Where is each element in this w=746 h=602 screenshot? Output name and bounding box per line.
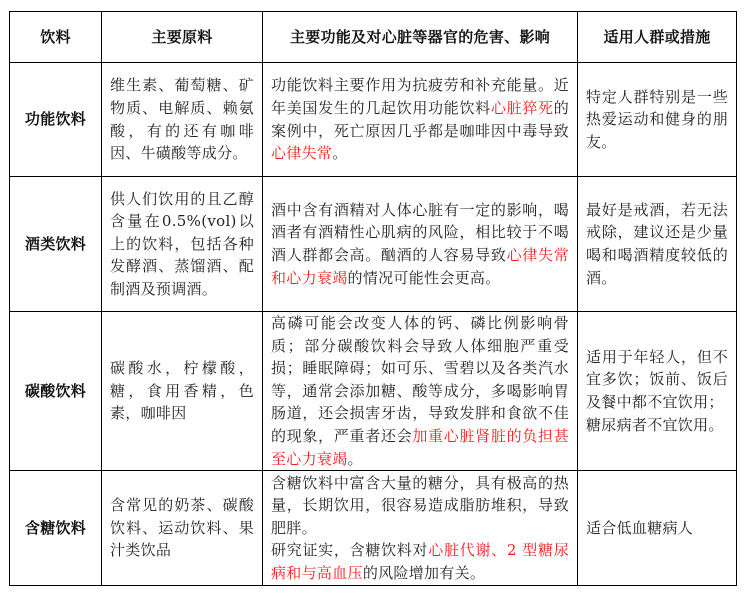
effects-text: 高磷可能会改变人体的钙、磷比例影响骨质；部分碳酸饮料会导致人体细胞严重受损；睡眠障碍；如可乐、雪碧以及各类汽水等，通常会添加糖、酸等成分，多喝影响胃肠道，还会损害牙齿，导致发胖和食欲不佳的现象，严重者还会	[271, 314, 569, 445]
highlight-text: 心脏猝死	[490, 98, 554, 117]
effects-text: 含糖饮料中富含大量的糖分，具有极高的热量，长期饮用，很容易造成脂肪堆积，导致肥胖。	[271, 473, 569, 537]
beverage-name: 酒类饮料	[10, 177, 102, 312]
effects-text: 研究证实，含糖饮料对	[271, 541, 429, 560]
beverage-name: 含糖饮料	[10, 471, 102, 586]
table-row-alcohol	[10, 177, 737, 312]
effects-cell	[263, 63, 578, 177]
beverage-comparison-table	[9, 11, 737, 586]
beverage-name: 功能饮料	[10, 63, 102, 177]
effects-paragraph	[271, 539, 569, 584]
highlight-text: 加重心脏肾脏的负担甚至心力衰竭	[271, 426, 569, 468]
ingredients-cell: 供人们饮用的且乙醇含量在0.5%(vol)以上的饮料，包括各种发酵酒、蒸馏酒、配制酒及预调酒。	[102, 177, 263, 312]
beverage-name: 碳酸饮料	[10, 312, 102, 471]
ingredients-cell: 含常见的奶茶、碳酸饮料、运动饮料、果汁类饮品	[102, 471, 263, 586]
suitable-cell: 最好是戒酒，若无法戒除，建议还是少量喝和喝酒精度较低的酒。	[578, 177, 737, 312]
effects-cell	[263, 471, 578, 586]
highlight-text: 心律失常和心力衰竭	[271, 246, 569, 287]
effects-text: 的案例中，死亡原因几乎都是咖啡因中毒导致	[271, 98, 570, 140]
effects-text: 功能饮料主要作用为抗疲劳和补充能量。近年美国发生的几起饮用功能饮料	[271, 76, 569, 117]
effects-text: 酒中含有酒精对人体心脏有一定的影响，喝酒者有酒精性心肌病的风险，相比较于不喝酒人群都会高。酗酒的人容易导致	[271, 200, 569, 264]
table-row-carbonated	[10, 312, 737, 471]
effects-text: 的风险增加有关。	[362, 564, 486, 583]
header-beverage: 饮料	[10, 12, 102, 63]
suitable-cell: 适合低血糖病人	[578, 471, 737, 586]
effects-cell	[263, 177, 578, 312]
effects-paragraph	[271, 472, 569, 540]
ingredients-cell: 维生素、葡萄糖、矿物质、电解质、赖氨酸，有的还有咖啡因、牛磺酸等成分。	[102, 63, 263, 177]
effects-text: 的情况可能性会更高。	[347, 268, 501, 287]
suitable-cell: 特定人群特别是一些热爱运动和健身的朋友。	[578, 63, 737, 177]
suitable-line: 适用于年轻人，但不宜多饮；饭前、饭后及餐中都不宜饮用；	[586, 347, 728, 412]
table-row-functional	[10, 63, 737, 177]
header-ingredients: 主要原料	[102, 12, 263, 63]
ingredients-cell: 碳酸水，柠檬酸，糖，食用香精，色素，咖啡因	[102, 312, 263, 471]
highlight-text: 心律失常	[271, 144, 333, 163]
header-effects: 主要功能及对心脏等器官的危害、影响	[263, 12, 578, 63]
effects-text: 。	[332, 144, 348, 163]
header-row	[10, 12, 737, 63]
table-row-sugary	[10, 471, 737, 586]
suitable-cell	[578, 312, 737, 471]
effects-text: 。	[347, 449, 363, 468]
suitable-line: 糖尿病者不宜饮用。	[586, 415, 724, 434]
effects-cell	[263, 312, 578, 471]
highlight-text: 心脏代谢、2 型糖尿病和与高血压	[271, 541, 569, 583]
header-suitable: 适用人群或措施	[578, 12, 737, 63]
